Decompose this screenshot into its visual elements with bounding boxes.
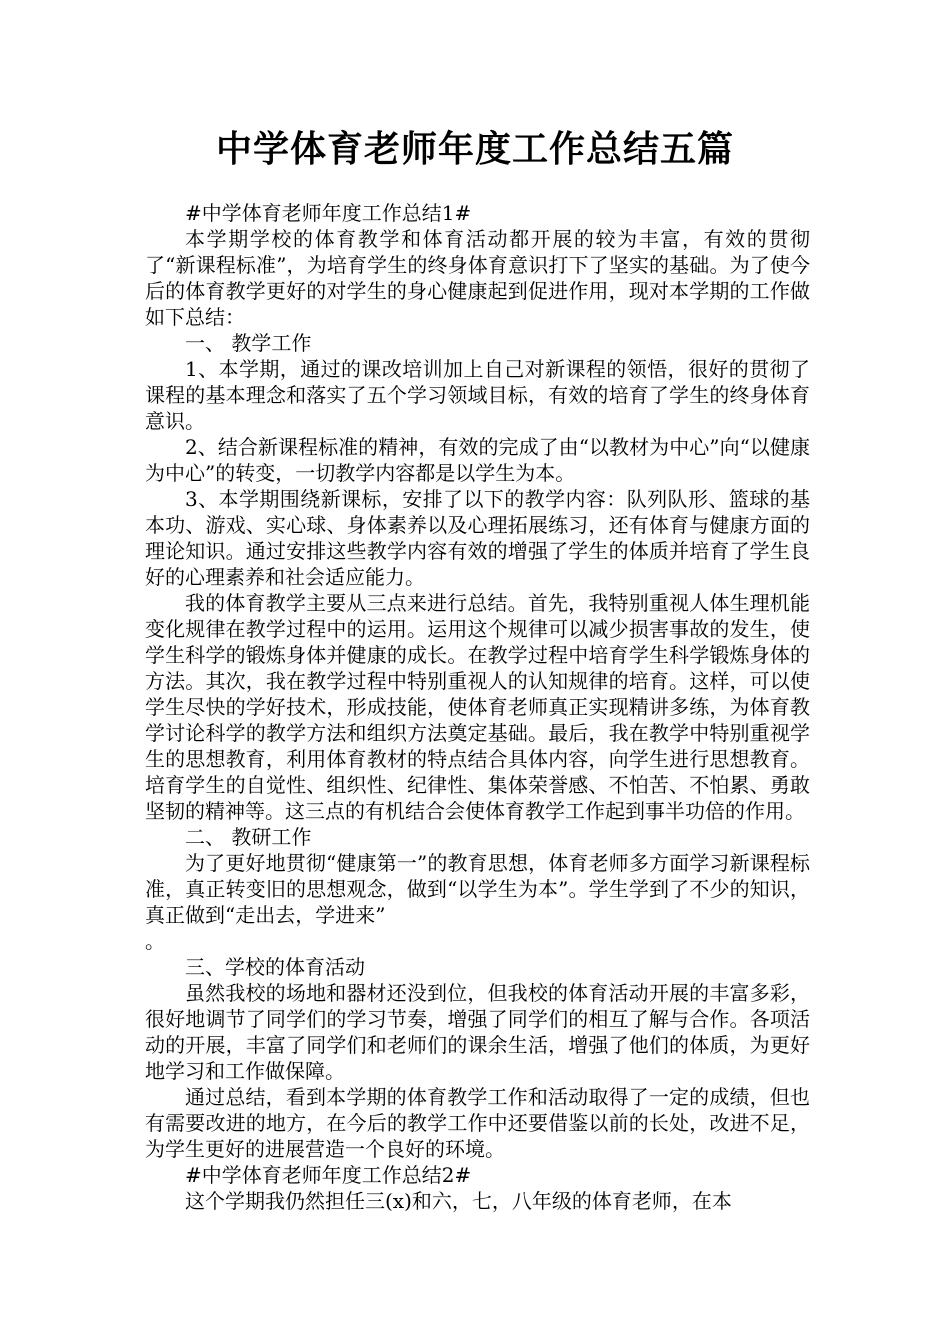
paragraph-item-3: 3、本学期围绕新课标，安排了以下的教学内容：队列队形、篮球的基本功、游戏、实心球、身体素养以及心理拓展练习，还有体育与健康方面的理论知识。通过安排这些教学内容有效的增强了学生的体质并培育了学生良好的心理素养和社会适应能力。 (145, 487, 810, 589)
subheading-research: 二、 教研工作 (185, 825, 312, 849)
section-heading-2: #中学体育老师年度工作总结2# (185, 1163, 472, 1187)
paragraph-section-2-start: 这个学期我仍然担任三(x)和六，七，八年级的体育老师，在本 (185, 1189, 732, 1213)
subheading-teaching: 一、 教学工作 (185, 331, 312, 355)
paragraph-item-2: 2、结合新课程标准的精神，有效的完成了由“以教材为中心”向“以健康为中心”的转变，一切教学内容都是以学生为本。 (145, 435, 810, 485)
paragraph-three-points: 我的体育教学主要从三点来进行总结。首先，我特别重视人体生理机能变化规律在教学过程中的运用。运用这个规律可以减少损害事故的发生，使学生科学的锻炼身体并健康的成长。在教学过程中培育学生科学锻炼身体的方法。其次，我在教学过程中特别重视人的认知规律的培育。这样，可以使学生尽快的学好技术，形成技能，使体育老师真正实现精讲多练，为体育教学讨论科学的教学方法和组织方法奠定基础。最后，我在教学中特别重视学生的思想教育，利用体育教材的特点结合具体内容，向学生进行思想教育。培育学生的自觉性、组织性、纪律性、集体荣誉感、不怕苦、不怕累、勇敢坚韧的精神等。这三点的有机结合会使体育教学工作起到事半功倍的作用。 (145, 591, 810, 823)
section-heading-1: #中学体育老师年度工作总结1# (185, 201, 472, 225)
paragraph-conclusion: 通过总结，看到本学期的体育教学工作和活动取得了一定的成绩，但也有需要改进的地方，在今后的教学工作中还要借鉴以前的长处，改进不足，为学生更好的进展营造一个良好的环境。 (145, 1085, 810, 1161)
document-title: 中学体育老师年度工作总结五篇 (215, 129, 734, 170)
paragraph-research: 为了更好地贯彻“健康第一”的教育思想，体育老师多方面学习新课程标准，真正转变旧的思想观念，做到“以学生为本”。学生学到了不少的知识，真正做到“走出去，学进来” (145, 851, 810, 927)
paragraph-activities: 虽然我校的场地和器材还没到位，但我校的体育活动开展的丰富多彩，很好地调节了同学们的学习节奏，增强了同学们的相互了解与合作。各项活动的开展，丰富了同学们和老师们的课余生活，增强了他们的体质，为更好地学习和工作做保障。 (145, 981, 810, 1083)
paragraph-intro: 本学期学校的体育教学和体育活动都开展的较为丰富，有效的贯彻了“新课程标准”，为培育学生的终身体育意识打下了坚实的基础。为了使今后的体育教学更好的对学生的身心健康起到促进作用，现对本学期的工作做如下总结： (145, 227, 810, 329)
paragraph-item-1: 1、本学期，通过的课改培训加上自己对新课程的领悟，很好的贯彻了课程的基本理念和落实了五个学习领域目标，有效的培育了学生的终身体育意识。 (145, 357, 810, 433)
subheading-activities: 三、学校的体育活动 (185, 955, 365, 979)
paragraph-period: 。 (145, 929, 165, 953)
document-body (145, 200, 810, 1214)
